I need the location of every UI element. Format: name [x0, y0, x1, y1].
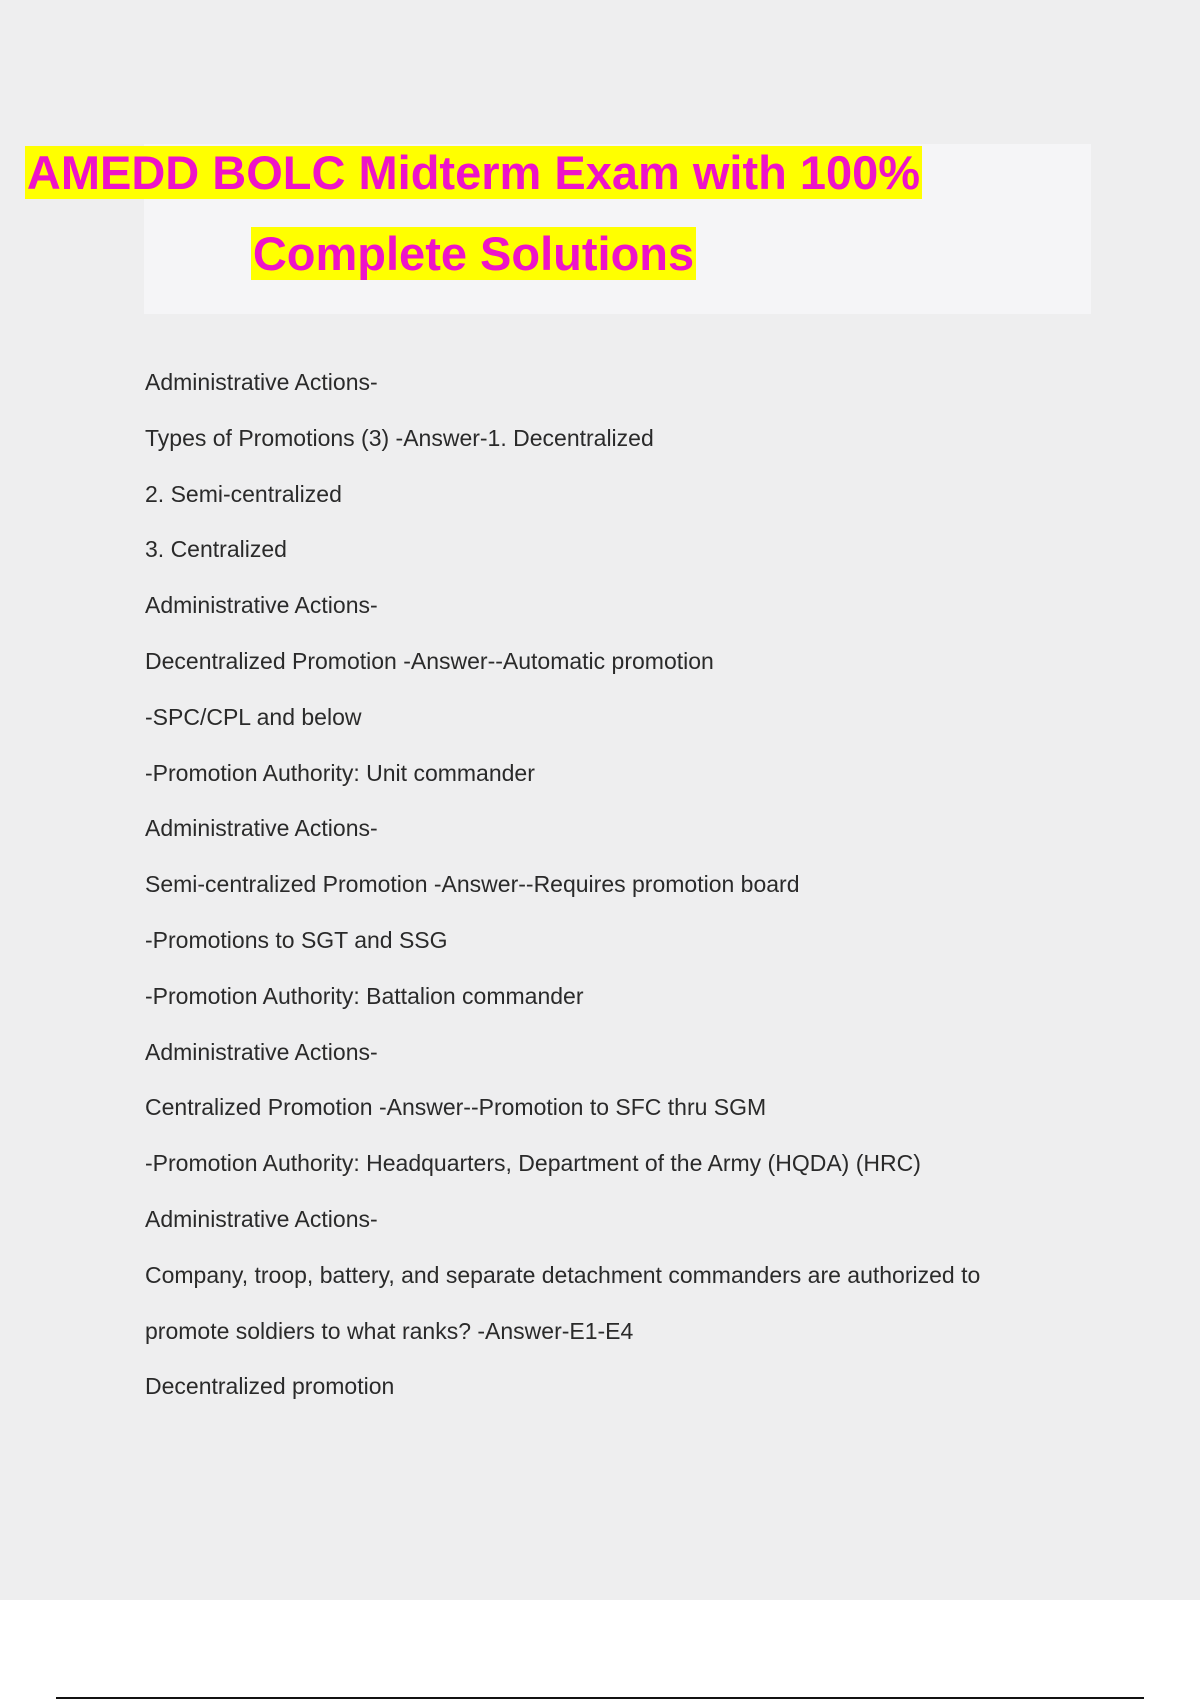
- text-line: Centralized Promotion -Answer--Promotion to SFC thru SGM: [145, 1094, 767, 1121]
- document-body: [145, 364, 1075, 1424]
- page-bottom-divider: [56, 1697, 1144, 1699]
- text-line: Administrative Actions-: [145, 815, 378, 842]
- text-line: -Promotion Authority: Battalion commander: [145, 982, 584, 1009]
- text-line: Semi-centralized Promotion -Answer--Requires promotion board: [145, 871, 800, 898]
- text-line: Types of Promotions (3) -Answer-1. Decentralized: [145, 424, 654, 451]
- text-line: Decentralized promotion: [145, 1373, 395, 1400]
- text-line: promote soldiers to what ranks? -Answer-E1-E4: [145, 1317, 634, 1344]
- text-line: -Promotion Authority: Unit commander: [145, 759, 535, 786]
- text-line: -Promotion Authority: Headquarters, Department of the Army (HQDA) (HRC): [145, 1150, 921, 1177]
- text-line: Administrative Actions-: [145, 1205, 378, 1232]
- title-highlight-1: AMEDD BOLC Midterm Exam with 100%: [26, 146, 921, 199]
- document-title-line-2: [0, 227, 947, 281]
- text-line: Company, troop, battery, and separate detachment commanders are authorized to: [145, 1261, 981, 1288]
- text-line: Administrative Actions-: [145, 369, 378, 395]
- text-line: 2. Semi-centralized: [145, 480, 342, 507]
- text-line: Decentralized Promotion -Answer--Automatic promotion: [145, 647, 714, 674]
- text-line: Administrative Actions-: [145, 592, 378, 619]
- text-line: -SPC/CPL and below: [145, 703, 362, 730]
- document-title-line-1: [0, 146, 947, 200]
- text-line: -Promotions to SGT and SSG: [145, 926, 448, 953]
- text-line: 3. Centralized: [145, 536, 287, 563]
- title-highlight-2: Complete Solutions: [252, 227, 695, 280]
- text-line: Administrative Actions-: [145, 1038, 378, 1065]
